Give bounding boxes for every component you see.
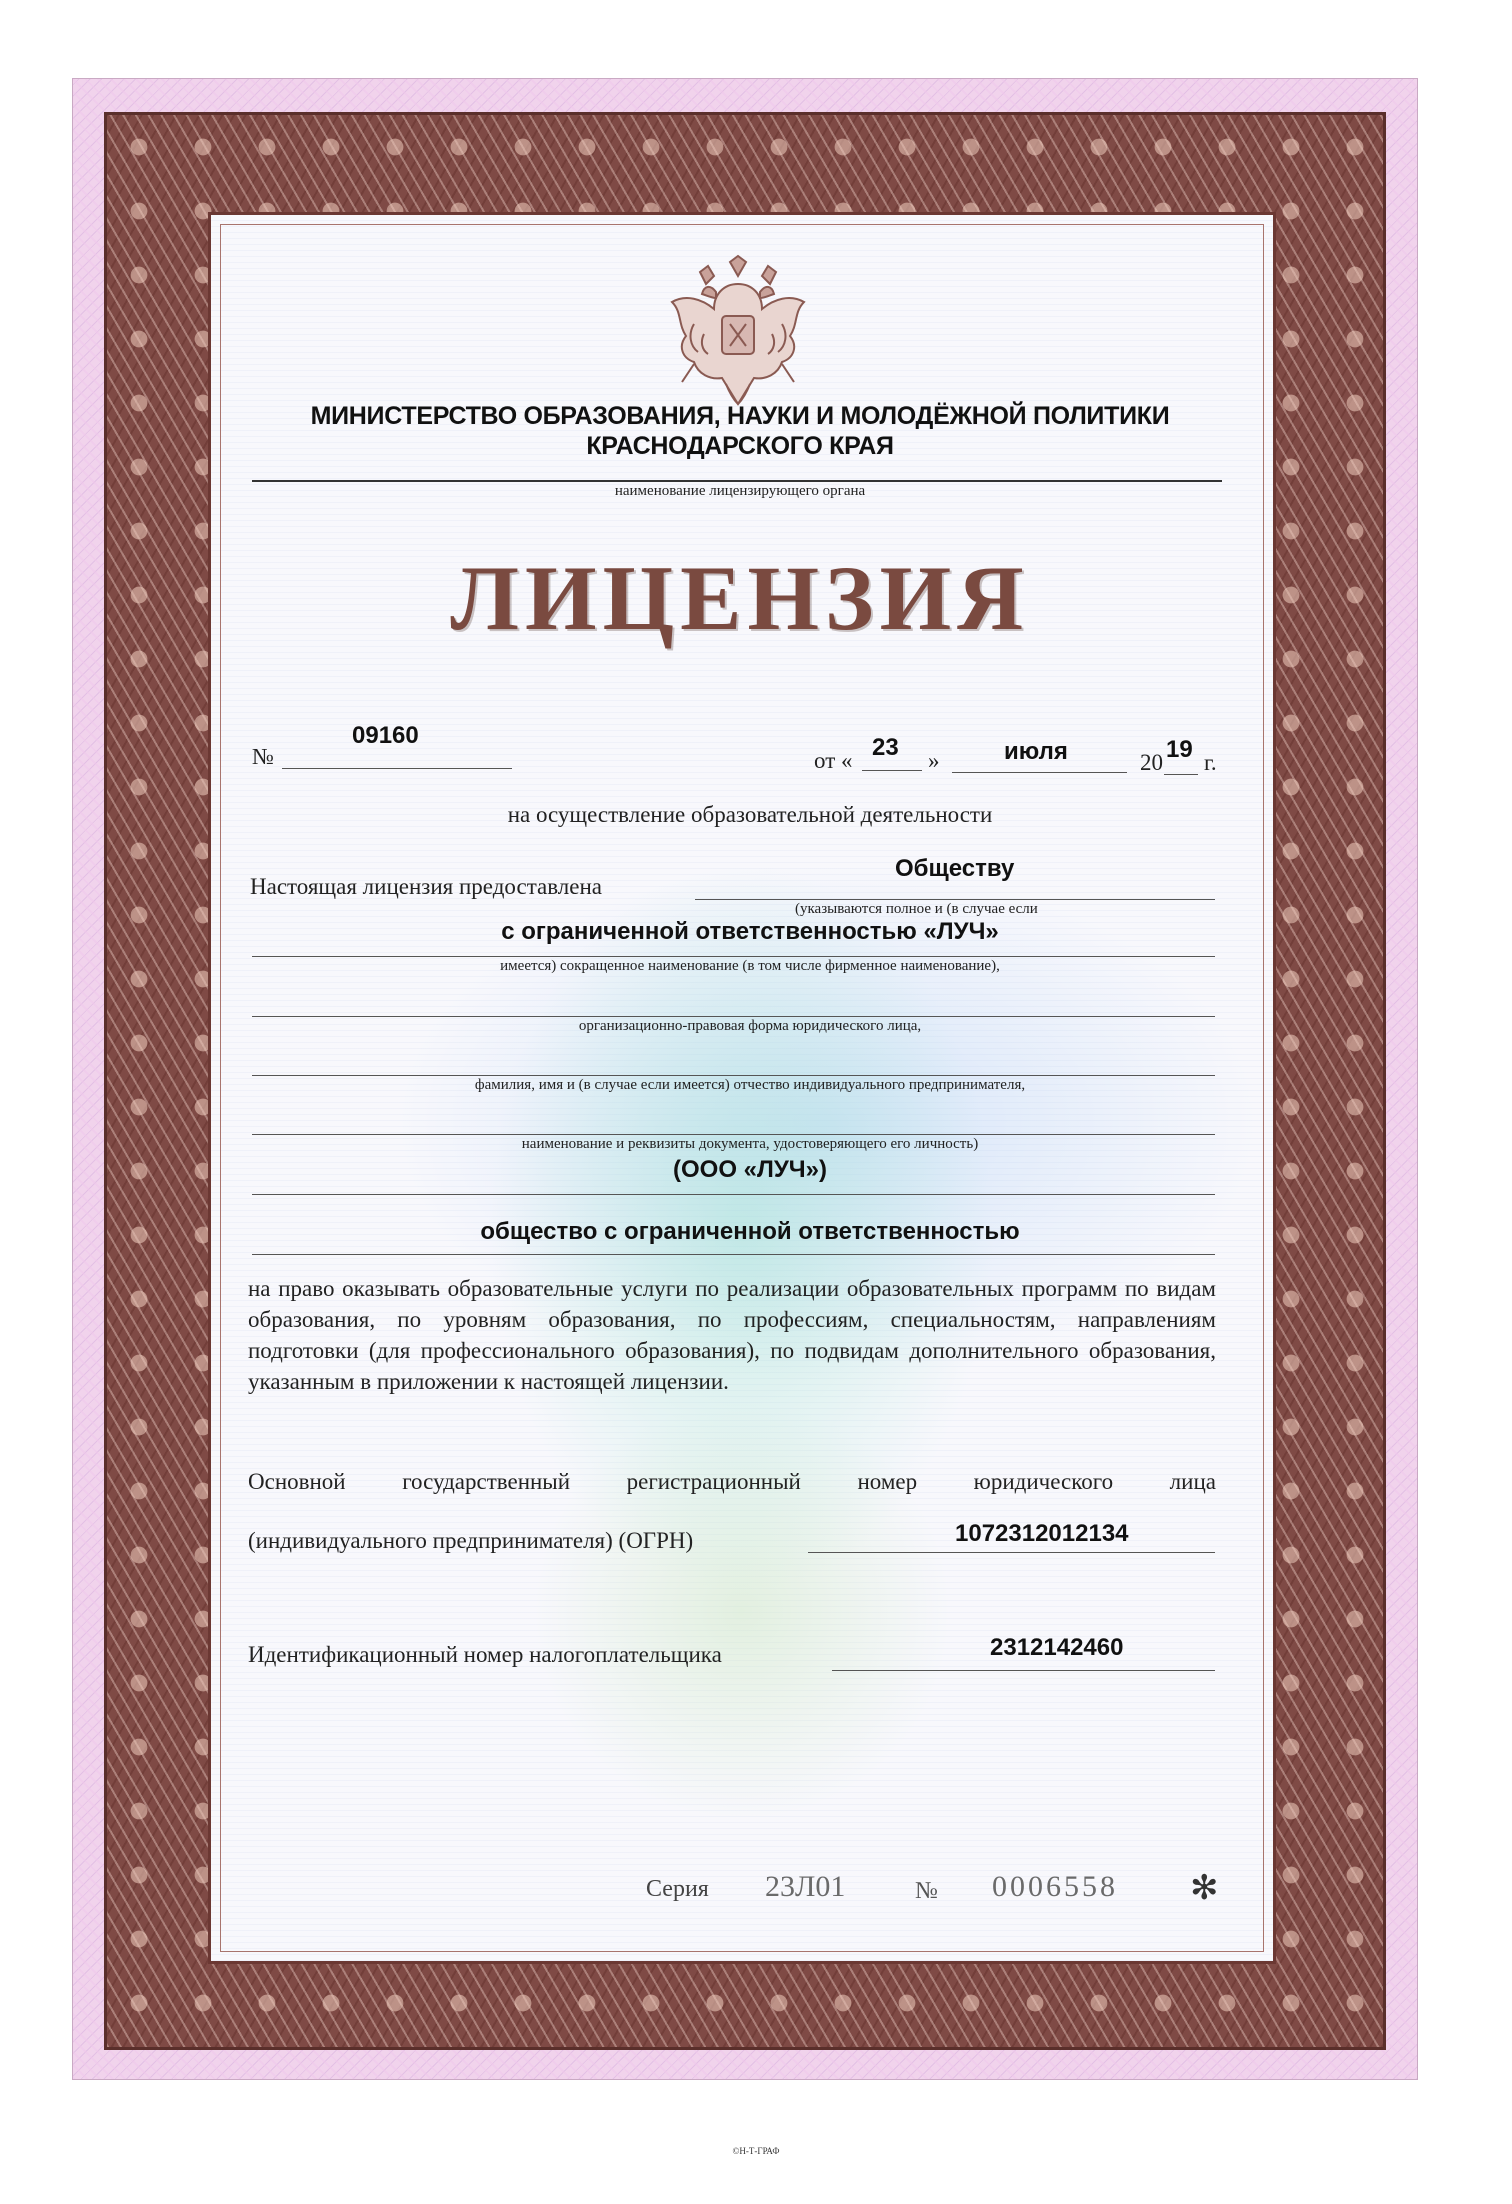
date-day-underline — [862, 770, 922, 771]
document-title: ЛИЦЕНЗИЯ — [450, 547, 1030, 649]
date-prefix: от « — [814, 748, 853, 773]
series-value: 23Л01 — [765, 1870, 846, 1903]
license-number-value: 09160 — [352, 722, 419, 749]
serial-number-label: № — [915, 1878, 938, 1904]
ogrn-value: 1072312012134 — [955, 1520, 1129, 1547]
licensee-legal-form: общество с ограниченной ответственностью — [480, 1218, 1020, 1245]
date-year-unit: г. — [1204, 750, 1217, 775]
granted-label: Настоящая лицензия предоставлена — [250, 874, 602, 899]
serial-number-value: 0006558 — [992, 1870, 1118, 1903]
security-mark-icon: ✻ — [1190, 1870, 1219, 1907]
licensee-caption-3: организационно-правовая форма юридического лица, — [578, 1018, 922, 1034]
authority-name-line1: МИНИСТЕРСТВО ОБРАЗОВАНИЯ, НАУКИ И МОЛОДЁЖНОЙ ПОЛИТИКИ — [310, 402, 1170, 430]
date-day: 23 — [872, 734, 899, 761]
authority-underline — [252, 480, 1222, 482]
license-number-underline — [282, 768, 512, 769]
licensee-underline-7 — [252, 1254, 1215, 1255]
licensee-caption-1: (указываются полное и (в случае если — [795, 901, 1038, 917]
coat-of-arms-icon — [664, 254, 812, 414]
date-year-prefix: 20 — [1140, 750, 1163, 775]
inn-underline — [832, 1670, 1215, 1671]
license-purpose: на осуществление образовательной деятельности — [507, 802, 993, 827]
licensee-underline-2 — [252, 956, 1215, 957]
licensee-name-part2: с ограниченной ответственностью «ЛУЧ» — [501, 918, 999, 945]
licensee-underline-1 — [695, 899, 1215, 900]
license-number-label: № — [252, 744, 274, 769]
date-year-suffix: 19 — [1166, 736, 1193, 763]
printer-mark: ©Н-Т-ГРАФ — [732, 2146, 780, 2156]
licensee-name-part1: Обществу — [895, 855, 1015, 882]
date-day-close: » — [928, 748, 940, 773]
inn-value: 2312142460 — [990, 1634, 1124, 1661]
licensee-underline-4 — [252, 1075, 1215, 1076]
date-month: июля — [1004, 738, 1068, 765]
ogrn-label-line2: (индивидуального предпринимателя) (ОГРН) — [248, 1528, 694, 1553]
ogrn-label-line1: Основной государственный регистрационный номер юридического лица — [248, 1469, 1216, 1494]
series-label: Серия — [646, 1876, 709, 1902]
licensee-caption-2: имеется) сокращенное наименование (в том числе фирменное наименование), — [500, 958, 1000, 974]
authority-caption: наименование лицензирующего органа — [614, 483, 866, 499]
licensee-underline-5 — [252, 1134, 1215, 1135]
date-month-underline — [952, 772, 1127, 773]
inn-label: Идентификационный номер налогоплательщика — [248, 1642, 722, 1667]
authority-name-line2: КРАСНОДАРСКОГО КРАЯ — [586, 432, 894, 460]
licensee-underline-3 — [252, 1016, 1215, 1017]
licensee-underline-6 — [252, 1194, 1215, 1195]
licensee-caption-5: наименование и реквизиты документа, удостоверяющего его личность) — [521, 1136, 979, 1152]
licensee-caption-4: фамилия, имя и (в случае если имеется) отчество индивидуального предпринимателя, — [474, 1077, 1026, 1093]
date-year-underline — [1164, 774, 1198, 775]
licensee-short-name: (ООО «ЛУЧ») — [673, 1156, 827, 1183]
ogrn-underline — [808, 1552, 1215, 1553]
rights-paragraph: на право оказывать образовательные услуги по реализации образовательных программ по видам образования, по уровням образования, по профессиям, специальностям, направлениям подготовки (для профессионального образования), по подвидам дополнительного образования, указанным в приложении к настоящей лицензии. — [248, 1276, 1216, 1394]
